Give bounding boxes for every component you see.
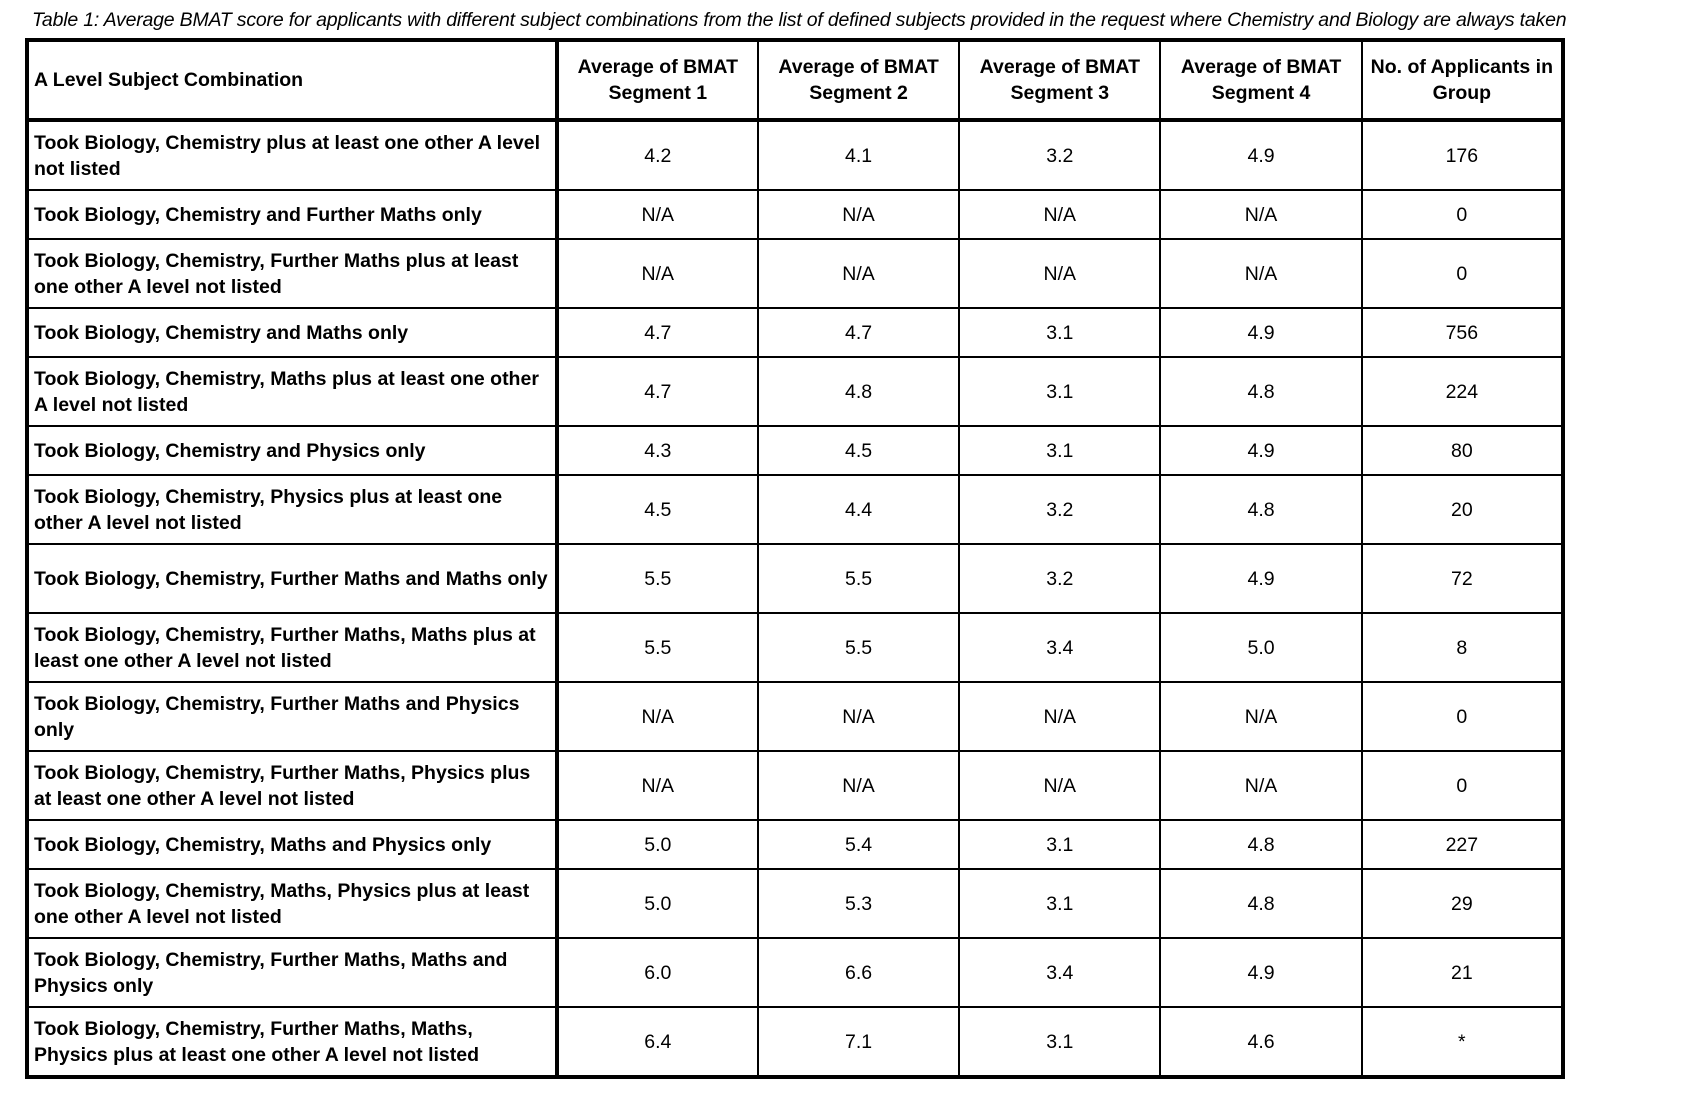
applicant-count-cell: 176	[1362, 120, 1563, 190]
subject-combination-cell: Took Biology, Chemistry, Further Maths, Maths and Physics only	[27, 938, 557, 1007]
segment-1-cell: 4.3	[557, 426, 758, 475]
segment-2-cell: 4.1	[758, 120, 959, 190]
subject-combination-cell: Took Biology, Chemistry plus at least one other A level not listed	[27, 120, 557, 190]
segment-4-cell: 4.9	[1160, 426, 1361, 475]
table-caption: Table 1: Average BMAT score for applicants with different subject combinations from the list of defined subjects provided in the request where Chemistry and Biology are always taken	[32, 9, 1567, 31]
column-header-segment-2: Average of BMAT Segment 2	[758, 40, 959, 120]
segment-3-cell: 3.1	[959, 820, 1160, 869]
segment-2-cell: 5.3	[758, 869, 959, 938]
applicant-count-cell: 0	[1362, 751, 1563, 820]
segment-1-cell: N/A	[557, 751, 758, 820]
subject-combination-cell: Took Biology, Chemistry, Further Maths plus at least one other A level not listed	[27, 239, 557, 308]
segment-3-cell: 3.1	[959, 357, 1160, 426]
subject-combination-cell: Took Biology, Chemistry, Maths plus at least one other A level not listed	[27, 357, 557, 426]
applicant-count-cell: 80	[1362, 426, 1563, 475]
segment-2-cell: 5.4	[758, 820, 959, 869]
segment-3-cell: 3.2	[959, 120, 1160, 190]
segment-1-cell: N/A	[557, 682, 758, 751]
table-row	[27, 120, 1563, 190]
column-header-segment-3: Average of BMAT Segment 3	[959, 40, 1160, 120]
segment-3-cell: 3.1	[959, 426, 1160, 475]
column-header-applicant-count: No. of Applicants in Group	[1362, 40, 1563, 120]
applicant-count-cell: 29	[1362, 869, 1563, 938]
bmat-scores-table	[25, 38, 1565, 1079]
subject-combination-cell: Took Biology, Chemistry and Physics only	[27, 426, 557, 475]
table-row	[27, 544, 1563, 613]
subject-combination-cell: Took Biology, Chemistry, Maths and Physics only	[27, 820, 557, 869]
segment-4-cell: 4.8	[1160, 869, 1361, 938]
segment-4-cell: 4.8	[1160, 820, 1361, 869]
applicant-count-cell: 20	[1362, 475, 1563, 544]
subject-combination-cell: Took Biology, Chemistry and Maths only	[27, 308, 557, 357]
subject-combination-cell: Took Biology, Chemistry, Further Maths, Maths plus at least one other A level not listed	[27, 613, 557, 682]
column-header-subject-combination: A Level Subject Combination	[27, 40, 557, 120]
segment-2-cell: 6.6	[758, 938, 959, 1007]
applicant-count-cell: 72	[1362, 544, 1563, 613]
subject-combination-cell: Took Biology, Chemistry, Further Maths and Maths only	[27, 544, 557, 613]
segment-4-cell: 4.6	[1160, 1007, 1361, 1077]
table-row	[27, 475, 1563, 544]
segment-4-cell: 4.9	[1160, 308, 1361, 357]
segment-3-cell: 3.1	[959, 308, 1160, 357]
table-row	[27, 357, 1563, 426]
subject-combination-cell: Took Biology, Chemistry and Further Maths only	[27, 190, 557, 239]
table-row	[27, 308, 1563, 357]
segment-3-cell: N/A	[959, 682, 1160, 751]
table-row	[27, 1007, 1563, 1077]
table-row	[27, 239, 1563, 308]
segment-4-cell: 4.9	[1160, 544, 1361, 613]
table-row	[27, 869, 1563, 938]
segment-3-cell: N/A	[959, 239, 1160, 308]
segment-1-cell: N/A	[557, 190, 758, 239]
segment-1-cell: 5.0	[557, 820, 758, 869]
segment-3-cell: 3.4	[959, 613, 1160, 682]
segment-3-cell: 3.2	[959, 475, 1160, 544]
column-header-segment-4: Average of BMAT Segment 4	[1160, 40, 1361, 120]
segment-4-cell: N/A	[1160, 239, 1361, 308]
segment-1-cell: 5.5	[557, 613, 758, 682]
table-row	[27, 426, 1563, 475]
segment-1-cell: 6.4	[557, 1007, 758, 1077]
segment-1-cell: 4.2	[557, 120, 758, 190]
applicant-count-cell: *	[1362, 1007, 1563, 1077]
segment-4-cell: N/A	[1160, 751, 1361, 820]
segment-2-cell: 5.5	[758, 613, 959, 682]
segment-1-cell: 6.0	[557, 938, 758, 1007]
table-row	[27, 190, 1563, 239]
segment-4-cell: N/A	[1160, 682, 1361, 751]
subject-combination-cell: Took Biology, Chemistry, Further Maths, Physics plus at least one other A level not listed	[27, 751, 557, 820]
segment-1-cell: 5.0	[557, 869, 758, 938]
segment-1-cell: N/A	[557, 239, 758, 308]
table-row	[27, 682, 1563, 751]
segment-3-cell: 3.1	[959, 869, 1160, 938]
applicant-count-cell: 227	[1362, 820, 1563, 869]
segment-2-cell: 5.5	[758, 544, 959, 613]
segment-2-cell: 7.1	[758, 1007, 959, 1077]
table-row	[27, 751, 1563, 820]
segment-3-cell: 3.2	[959, 544, 1160, 613]
table-row	[27, 938, 1563, 1007]
applicant-count-cell: 224	[1362, 357, 1563, 426]
segment-4-cell: 4.9	[1160, 120, 1361, 190]
segment-4-cell: 4.8	[1160, 357, 1361, 426]
segment-3-cell: N/A	[959, 751, 1160, 820]
table-row	[27, 613, 1563, 682]
segment-3-cell: 3.1	[959, 1007, 1160, 1077]
applicant-count-cell: 756	[1362, 308, 1563, 357]
column-header-segment-1: Average of BMAT Segment 1	[557, 40, 758, 120]
segment-4-cell: N/A	[1160, 190, 1361, 239]
segment-4-cell: 4.9	[1160, 938, 1361, 1007]
segment-1-cell: 5.5	[557, 544, 758, 613]
segment-2-cell: N/A	[758, 682, 959, 751]
subject-combination-cell: Took Biology, Chemistry, Physics plus at least one other A level not listed	[27, 475, 557, 544]
segment-2-cell: 4.8	[758, 357, 959, 426]
segment-2-cell: N/A	[758, 239, 959, 308]
subject-combination-cell: Took Biology, Chemistry, Further Maths and Physics only	[27, 682, 557, 751]
applicant-count-cell: 0	[1362, 682, 1563, 751]
segment-2-cell: N/A	[758, 751, 959, 820]
segment-4-cell: 5.0	[1160, 613, 1361, 682]
segment-1-cell: 4.7	[557, 357, 758, 426]
segment-4-cell: 4.8	[1160, 475, 1361, 544]
subject-combination-cell: Took Biology, Chemistry, Maths, Physics plus at least one other A level not listed	[27, 869, 557, 938]
applicant-count-cell: 0	[1362, 239, 1563, 308]
segment-2-cell: 4.4	[758, 475, 959, 544]
segment-1-cell: 4.7	[557, 308, 758, 357]
segment-3-cell: N/A	[959, 190, 1160, 239]
segment-2-cell: 4.5	[758, 426, 959, 475]
segment-3-cell: 3.4	[959, 938, 1160, 1007]
segment-2-cell: N/A	[758, 190, 959, 239]
applicant-count-cell: 8	[1362, 613, 1563, 682]
table-row	[27, 820, 1563, 869]
subject-combination-cell: Took Biology, Chemistry, Further Maths, Maths, Physics plus at least one other A level not listed	[27, 1007, 557, 1077]
segment-2-cell: 4.7	[758, 308, 959, 357]
applicant-count-cell: 21	[1362, 938, 1563, 1007]
table-header-row	[27, 40, 1563, 120]
applicant-count-cell: 0	[1362, 190, 1563, 239]
segment-1-cell: 4.5	[557, 475, 758, 544]
